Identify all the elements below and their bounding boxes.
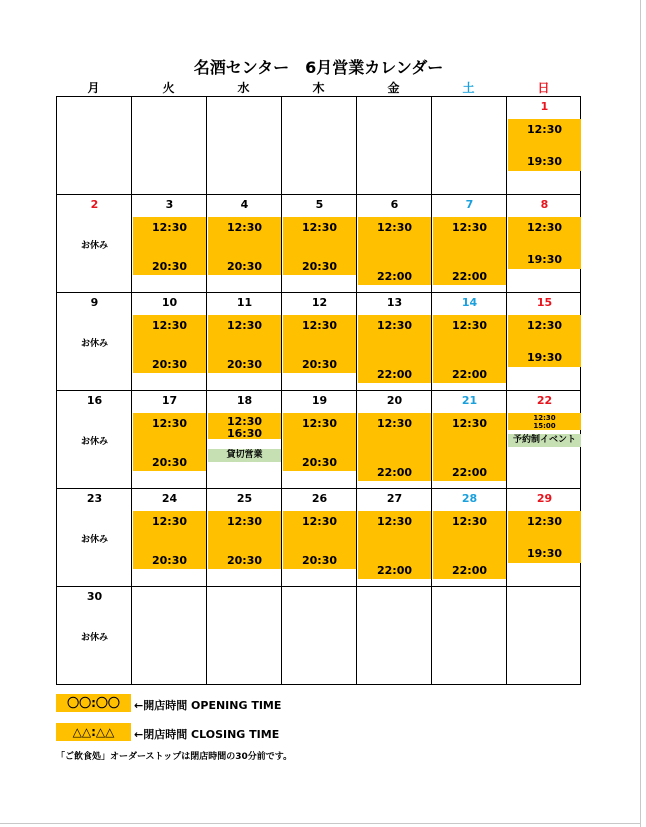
- weekday-label: 火: [162, 81, 175, 95]
- day-cell: [432, 391, 507, 489]
- day-number: 2: [90, 198, 99, 211]
- closing-time: 20:30: [301, 456, 337, 469]
- closing-time: 19:30: [526, 253, 562, 266]
- day-cell: [432, 489, 507, 587]
- closing-time: 20:30: [226, 260, 262, 273]
- legend-close-text: ←閉店時間 CLOSING TIME: [134, 728, 280, 741]
- closing-time: 20:30: [151, 456, 187, 469]
- day-cell: [432, 293, 507, 391]
- day-number: 1: [540, 100, 549, 113]
- day-cell: [132, 195, 207, 293]
- day-cell: [132, 293, 207, 391]
- opening-time: 12:30: [151, 515, 187, 528]
- opening-time: 12:30: [526, 123, 562, 136]
- opening-time: 12:30: [226, 221, 262, 234]
- opening-time: 12:30: [301, 417, 337, 430]
- day-cell: [507, 97, 582, 195]
- opening-time: 12:30: [226, 319, 262, 332]
- day-cell: [357, 293, 432, 391]
- closing-time: 22:00: [376, 368, 412, 381]
- opening-time: 12:30: [301, 319, 337, 332]
- opening-time: 12:30: [526, 221, 562, 234]
- day-number: 7: [465, 198, 474, 211]
- day-number: 3: [165, 198, 174, 211]
- closed-label: お休み: [80, 535, 108, 545]
- day-cell: [207, 391, 282, 489]
- day-cell: [507, 391, 582, 489]
- page-edge-bottom: [0, 823, 641, 824]
- day-cell: [357, 195, 432, 293]
- day-cell: [57, 489, 132, 587]
- closed-label: お休み: [80, 241, 108, 251]
- day-number: 25: [236, 492, 253, 505]
- day-number: 27: [386, 492, 403, 505]
- weekday-label: 水: [237, 81, 250, 95]
- day-number: 22: [536, 394, 553, 407]
- opening-time: 12:30: [451, 515, 487, 528]
- closing-time: 20:30: [301, 260, 337, 273]
- opening-time: 12:30: [451, 417, 487, 430]
- legend-open-text: ←開店時間 OPENING TIME: [134, 699, 282, 712]
- opening-time: 12:30: [151, 319, 187, 332]
- opening-time: 12:30: [301, 515, 337, 528]
- closing-time: 22:00: [376, 270, 412, 283]
- day-number: 18: [236, 394, 253, 407]
- day-cell: [57, 587, 132, 685]
- day-number: 4: [240, 198, 249, 211]
- closed-label: お休み: [80, 633, 108, 643]
- day-number: 14: [461, 296, 478, 309]
- day-number: 30: [86, 590, 103, 603]
- private-booking-badge: 貸切営業: [208, 449, 281, 462]
- day-cell: [207, 489, 282, 587]
- day-number: 6: [390, 198, 399, 211]
- day-cell: [507, 293, 582, 391]
- legend-open-swatch: 〇〇:〇〇: [56, 694, 131, 712]
- day-number: 24: [161, 492, 178, 505]
- opening-time: 12:30: [226, 415, 262, 428]
- day-cell: [207, 293, 282, 391]
- day-number: 9: [90, 296, 99, 309]
- day-number: 13: [386, 296, 403, 309]
- legend-close-swatch: △△:△△: [56, 723, 131, 741]
- opening-time: 12:30: [376, 417, 412, 430]
- closing-time: 19:30: [526, 547, 562, 560]
- opening-time: 12:30: [151, 417, 187, 430]
- day-number: 29: [536, 492, 553, 505]
- day-number: 11: [236, 296, 253, 309]
- closing-time: 22:00: [451, 466, 487, 479]
- footnote: 「ご飲食処」オーダーストップは閉店時間の30分前です。: [56, 752, 293, 762]
- weekday-header: [56, 79, 581, 95]
- closing-time: 20:30: [301, 358, 337, 371]
- closing-time: 20:30: [226, 554, 262, 567]
- closing-time: 20:30: [151, 554, 187, 567]
- day-number: 17: [161, 394, 178, 407]
- closing-time: 22:00: [451, 270, 487, 283]
- day-cell: [282, 489, 357, 587]
- reservation-event-badge: 予約制イベント: [508, 434, 581, 447]
- opening-time: 12:30: [533, 414, 556, 422]
- weekday-label: 日: [537, 81, 550, 95]
- day-number: 19: [311, 394, 328, 407]
- opening-time: 12:30: [451, 221, 487, 234]
- opening-time: 12:30: [526, 319, 562, 332]
- day-number: 16: [86, 394, 103, 407]
- closing-time: 20:30: [151, 260, 187, 273]
- weekday-label: 木: [312, 81, 325, 95]
- opening-time: 12:30: [376, 319, 412, 332]
- day-number: 12: [311, 296, 328, 309]
- day-cell: [432, 195, 507, 293]
- day-cell: [132, 391, 207, 489]
- day-number: 8: [540, 198, 549, 211]
- opening-time: 12:30: [526, 515, 562, 528]
- day-cell: [357, 489, 432, 587]
- closing-time: 22:00: [376, 564, 412, 577]
- weekday-label: 金: [387, 81, 400, 95]
- opening-time: 12:30: [376, 515, 412, 528]
- closing-time: 22:00: [451, 368, 487, 381]
- day-cell: [507, 195, 582, 293]
- day-number: 23: [86, 492, 103, 505]
- closing-time: 20:30: [226, 358, 262, 371]
- opening-time: 12:30: [226, 515, 262, 528]
- closing-time: 15:00: [533, 422, 556, 430]
- day-cell: [357, 391, 432, 489]
- day-cell: [207, 195, 282, 293]
- day-number: 20: [386, 394, 403, 407]
- closing-time: 16:30: [226, 427, 262, 440]
- day-cell: [132, 489, 207, 587]
- calendar-grid: [56, 96, 581, 685]
- closing-time: 19:30: [526, 155, 562, 168]
- closed-label: お休み: [80, 339, 108, 349]
- day-cell: [57, 293, 132, 391]
- day-number: 28: [461, 492, 478, 505]
- day-cell: [507, 489, 582, 587]
- closing-time: 19:30: [526, 351, 562, 364]
- closing-time: 20:30: [151, 358, 187, 371]
- day-cell: [57, 391, 132, 489]
- calendar-title: 名酒センター 6月営業カレンダー: [193, 58, 444, 77]
- day-cell: [282, 293, 357, 391]
- closed-label: お休み: [80, 437, 108, 447]
- opening-time: 12:30: [451, 319, 487, 332]
- weekday-label: 月: [87, 81, 100, 95]
- day-number: 10: [161, 296, 178, 309]
- day-cell: [57, 195, 132, 293]
- weekday-label: 土: [462, 81, 475, 95]
- opening-time: 12:30: [301, 221, 337, 234]
- day-cell: [282, 391, 357, 489]
- day-number: 5: [315, 198, 324, 211]
- closing-time: 22:00: [376, 466, 412, 479]
- day-number: 15: [536, 296, 553, 309]
- day-number: 21: [461, 394, 478, 407]
- opening-time: 12:30: [376, 221, 412, 234]
- closing-time: 20:30: [301, 554, 337, 567]
- day-number: 26: [311, 492, 328, 505]
- closing-time: 22:00: [451, 564, 487, 577]
- opening-time: 12:30: [151, 221, 187, 234]
- day-cell: [282, 195, 357, 293]
- page-edge-right: [640, 0, 641, 827]
